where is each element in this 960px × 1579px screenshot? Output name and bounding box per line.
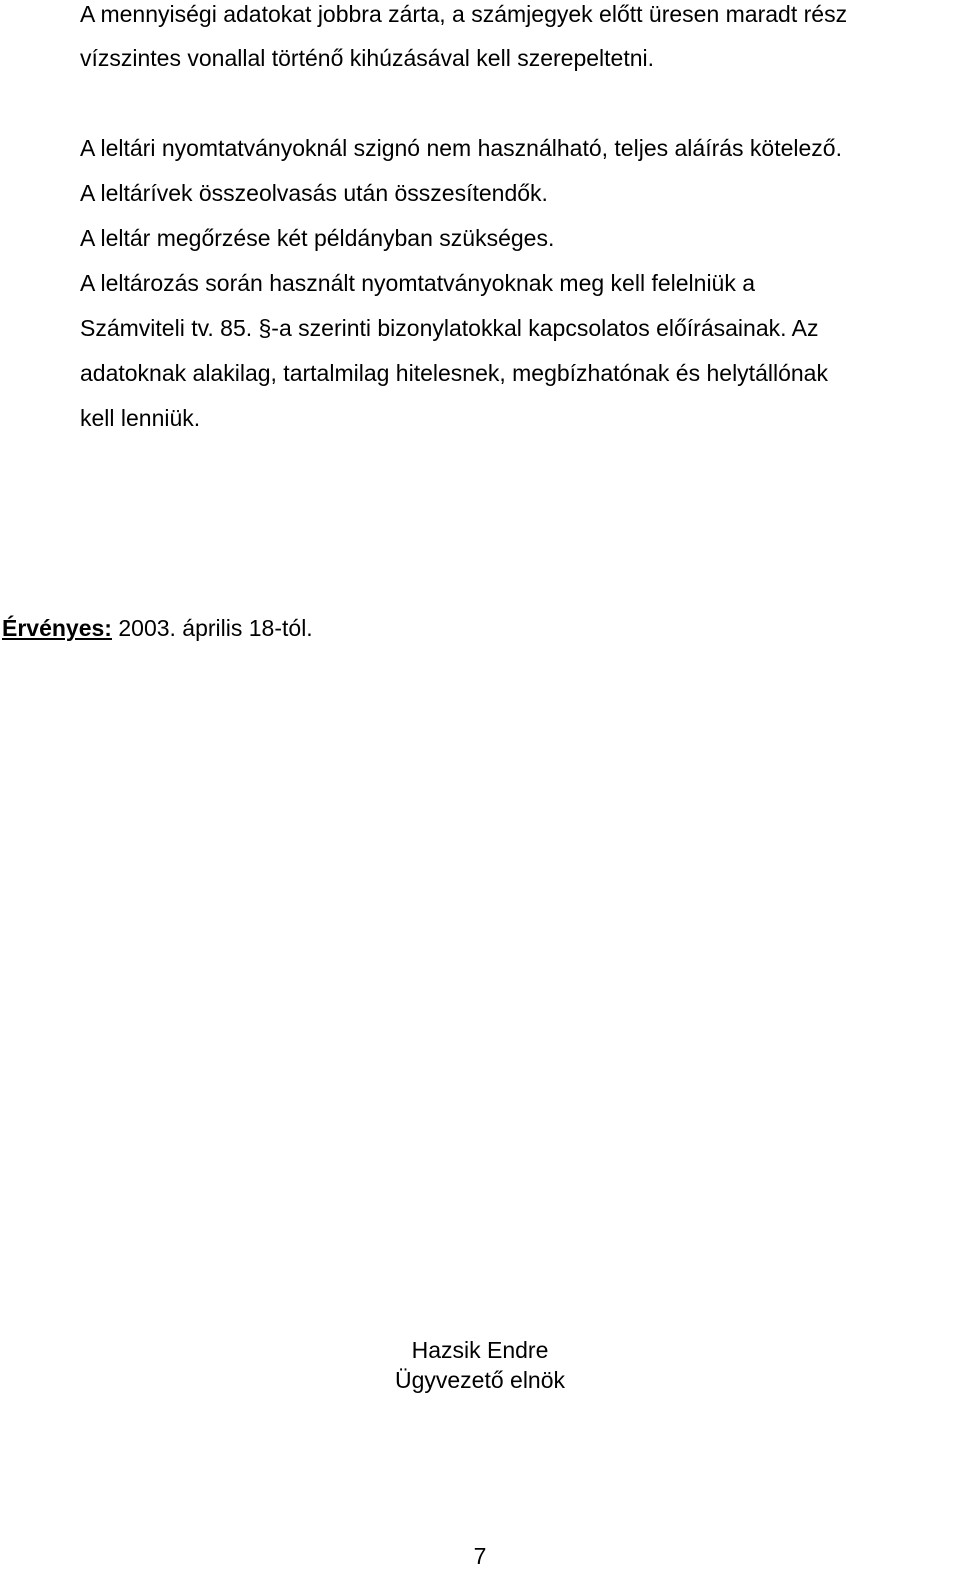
text-line: Számviteli tv. 85. §-a szerinti bizonylatokkal kapcsolatos előírásainak. Az xyxy=(80,315,819,341)
validity-date: 2003. április 18-tól. xyxy=(111,615,313,641)
text-line: A mennyiségi adatokat jobbra zárta, a számjegyek előtt üresen maradt rész xyxy=(80,1,848,27)
text-line: vízszintes vonallal történő kihúzásával kell szerepeltetni. xyxy=(80,45,655,71)
signatory-title: Ügyvezető elnök xyxy=(394,1367,566,1393)
text-line: A leltár megőrzése két példányban szükséges. xyxy=(80,225,555,251)
page-number: 7 xyxy=(473,1543,487,1569)
validity-statement xyxy=(2,614,313,642)
text-line: adatoknak alakilag, tartalmilag hitelesnek, megbízhatónak és helytállónak xyxy=(80,360,828,386)
text-line: A leltározás során használt nyomtatványoknak meg kell felelniük a xyxy=(80,270,756,296)
text-line: kell lenniük. xyxy=(80,405,201,431)
text-line: A leltárívek összeolvasás után összesítendők. xyxy=(80,180,548,206)
text-line: A leltári nyomtatványoknál szignó nem használható, teljes aláírás kötelező. xyxy=(80,135,842,161)
validity-label: Érvényes: xyxy=(2,615,112,641)
signatory-name: Hazsik Endre xyxy=(411,1337,549,1363)
